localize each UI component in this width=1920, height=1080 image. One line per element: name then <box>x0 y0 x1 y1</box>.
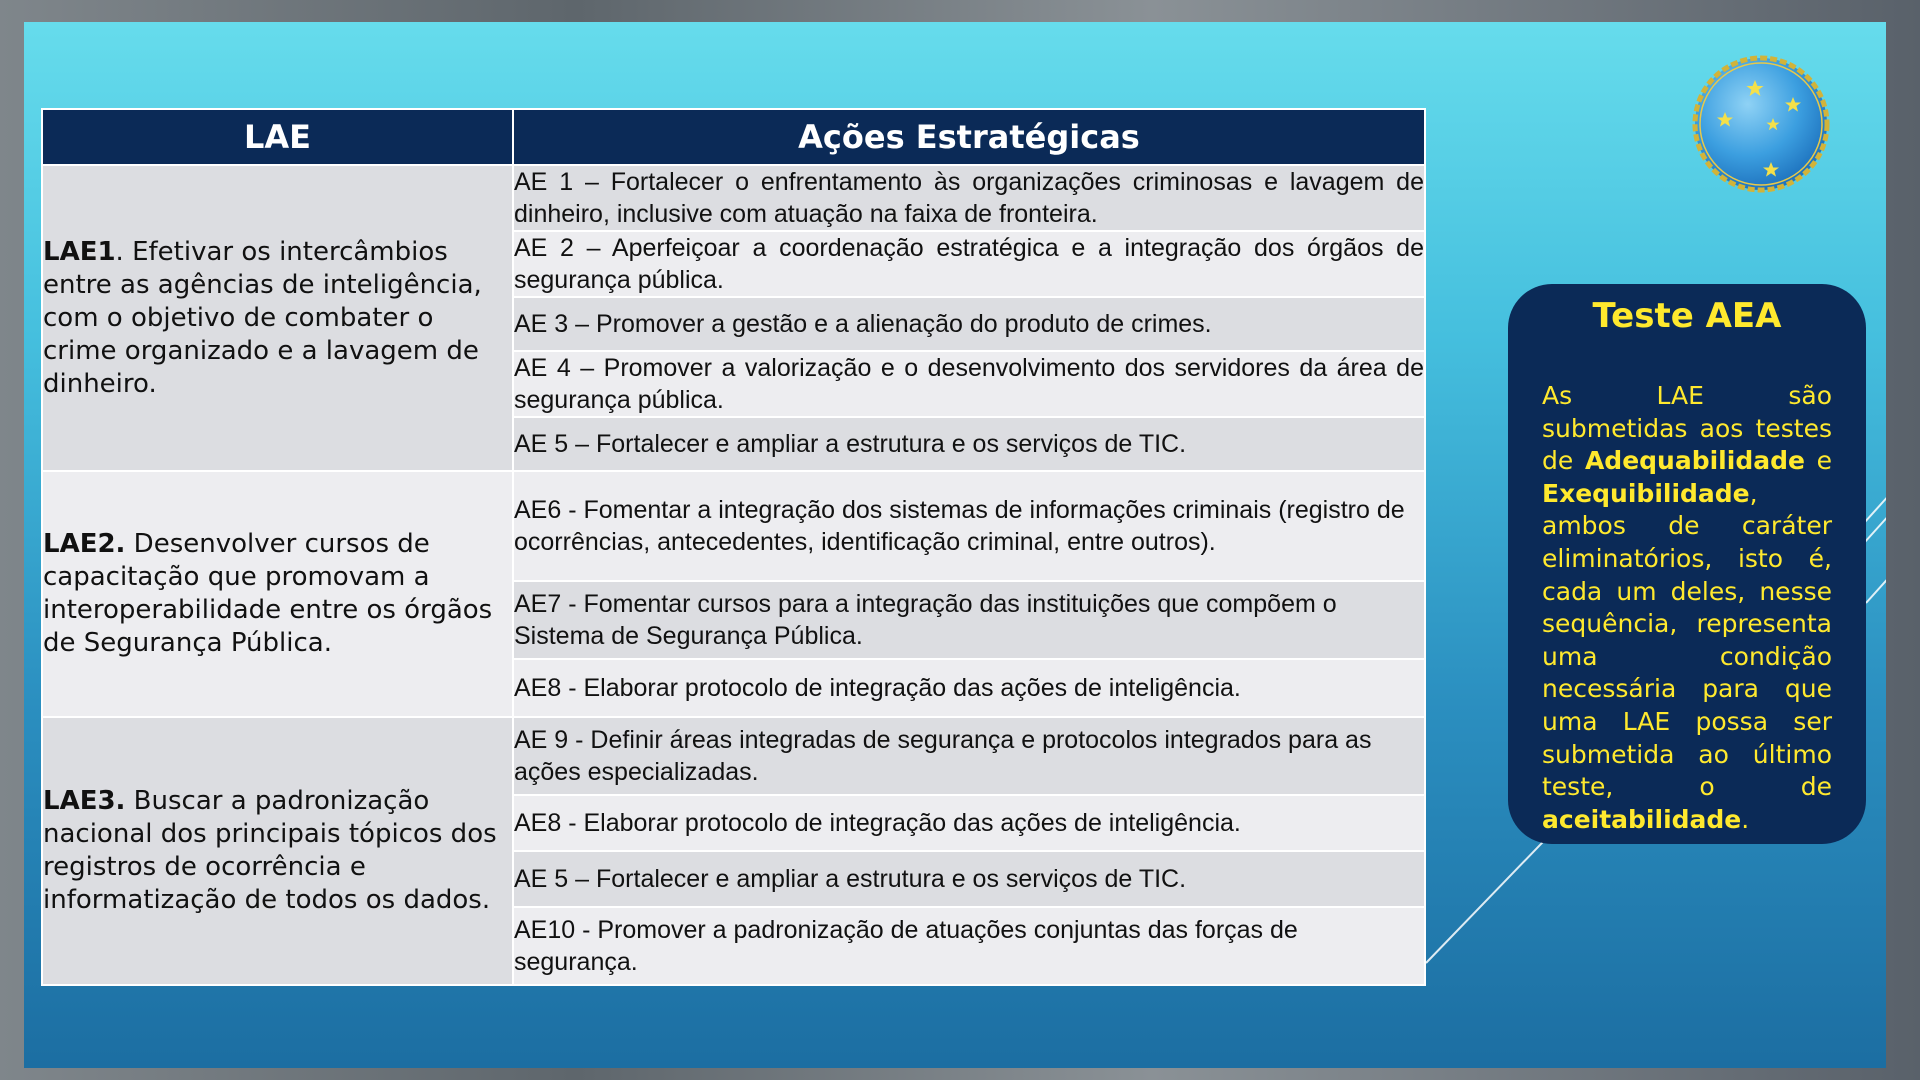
teste-text-part: e <box>1804 446 1833 476</box>
lae2-cell <box>42 471 513 717</box>
table-row <box>42 717 1425 795</box>
teste-aceitabilidade: aceitabilidade <box>1542 804 1742 834</box>
teste-exequibilidade: Exequibilidade <box>1542 478 1750 508</box>
lae2-text: Desenvolver cursos de capacitação que promovam a interoperabilidade entre os órgãos de Segurança Pública. <box>43 529 493 658</box>
lae2-code: LAE2. <box>43 529 126 559</box>
ae-cell: AE6 - Fomentar a integração dos sistemas de informações criminais (registro de ocorrências, antecedentes, identificação criminal, entre outros). <box>513 471 1425 581</box>
ae-cell: AE8 - Elaborar protocolo de integração das ações de inteligência. <box>513 659 1425 717</box>
globe-stars-icon <box>1689 52 1834 197</box>
teste-aea-text <box>1542 380 1832 836</box>
teste-adequabilidade: Adequabilidade <box>1584 446 1805 476</box>
teste-aea-box <box>1508 284 1866 844</box>
table-row <box>42 471 1425 581</box>
ae-cell: AE 3 – Promover a gestão e a alienação do produto de crimes. <box>513 297 1425 351</box>
ae-cell: AE 5 – Fortalecer e ampliar a estrutura e os serviços de TIC. <box>513 851 1425 907</box>
table-row <box>42 165 1425 231</box>
decor-line <box>1425 841 1543 963</box>
ae-cell: AE 9 - Definir áreas integradas de segurança e protocolos integrados para as ações especializadas. <box>513 717 1425 795</box>
lae1-text: . Efetivar os intercâmbios entre as agências de inteligência, com o objetivo de combater o crime organizado e a lavagem de dinheiro. <box>43 236 482 399</box>
decor-line <box>1863 485 1886 523</box>
ae-cell: AE10 - Promover a padronização de atuações conjuntas das forças de segurança. <box>513 907 1425 985</box>
lae3-text: Buscar a padronização nacional dos principais tópicos dos registros de ocorrência e informatização de todos os dados. <box>43 786 497 915</box>
header-lae: LAE <box>42 109 513 165</box>
ae-cell: AE 2 – Aperfeiçoar a coordenação estratégica e a integração dos órgãos de segurança pública. <box>513 231 1425 297</box>
table-header-row <box>42 109 1425 165</box>
teste-text-part: As LAE são submetidas aos testes de <box>1542 381 1832 476</box>
teste-aea-title: Teste AEA <box>1592 296 1782 336</box>
decor-line <box>1865 573 1886 604</box>
ae-cell: AE 5 – Fortalecer e ampliar a estrutura e os serviços de TIC. <box>513 417 1425 471</box>
lae1-cell <box>42 165 513 471</box>
teste-text-part: , ambos de caráter eliminatórios, isto é, cada um deles, nesse sequência, representa uma condição necessária para que uma LAE possa ser submetida ao último teste, o de <box>1542 478 1832 802</box>
ae-cell: AE 1 – Fortalecer o enfrentamento às organizações criminosas e lavagem de dinheiro, inclusive com atuação na faixa de fronteira. <box>513 165 1425 231</box>
header-acoes-estrategicas: Ações Estratégicas <box>513 109 1425 165</box>
teste-text-part: . <box>1741 804 1750 834</box>
slide <box>24 22 1886 1068</box>
lae1-code: LAE1 <box>43 236 116 267</box>
ae-cell: AE 4 – Promover a valorização e o desenvolvimento dos servidores da área de segurança pública. <box>513 351 1425 417</box>
lae3-code: LAE3. <box>43 786 126 816</box>
lae3-cell <box>42 717 513 985</box>
lae-table <box>41 108 1426 986</box>
ae-cell: AE8 - Elaborar protocolo de integração das ações de inteligência. <box>513 795 1425 851</box>
ae-cell: AE7 - Fomentar cursos para a integração das instituições que compõem o Sistema de Segurança Pública. <box>513 581 1425 659</box>
